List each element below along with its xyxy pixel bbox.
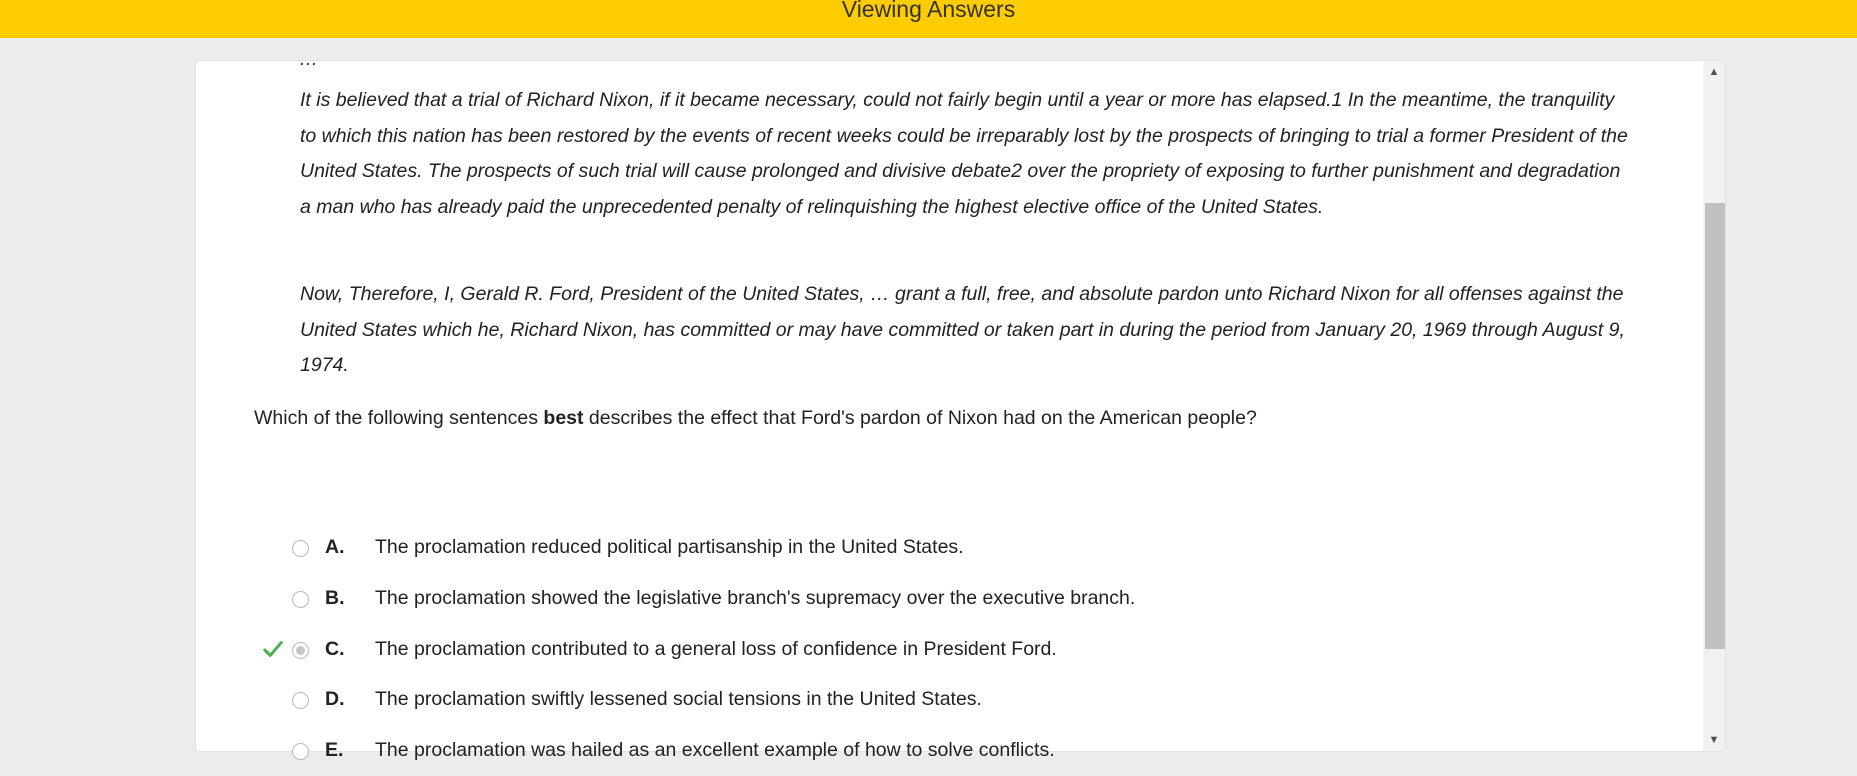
question-card [195,49,1726,761]
correct-check-icon [262,638,284,660]
question-content [196,49,1704,761]
answer-choice-c[interactable] [196,635,1596,675]
scrollbar-thumb[interactable] [1705,203,1725,649]
answer-choice-e[interactable] [196,736,1596,776]
choice-text: The proclamation contributed to a general loss of confidence in President Ford. [375,638,1057,660]
passage-paragraph: It is believed that a trial of Richard Nixon, if it became necessary, could not fairly begin until a year or more has elapsed.1 In the meantime, the tranquility to which this nation has been restored by the events of recent weeks could be irreparably lost by the prospects of bringing to trial a former President of the United States. The prospects of such trial will cause prolonged and divisive debate2 over the propriety of exposing to further punishment and degradation a man who has already paid the unprecedented penalty of relinquishing the highest elective office of the United States. [300,89,1628,218]
choice-letter: C. [325,638,345,660]
answer-choice-d[interactable] [196,685,1596,725]
choice-text: The proclamation showed the legislative branch's supremacy over the executive branch. [375,587,1136,609]
choice-letter: B. [325,587,345,609]
question-text-end: describes the effect that Ford's pardon of Nixon had on the American people? [583,407,1257,429]
page-title: Viewing Answers [841,0,1016,22]
radio-button[interactable] [292,540,309,557]
choice-letter: A. [325,536,345,558]
header-bar [0,0,1857,38]
question-prompt [254,404,1554,432]
radio-button-selected[interactable] [292,642,309,659]
answer-choice-a[interactable] [196,533,1596,573]
question-emphasis: best [543,407,584,429]
radio-button[interactable] [292,743,309,760]
choice-text: The proclamation was hailed as an excellent example of how to solve conflicts. [375,739,1055,761]
vertical-scrollbar[interactable] [1703,61,1725,751]
choice-text: The proclamation reduced political partisanship in the United States. [375,536,964,558]
question-text-start: Which of the following sentences [254,407,544,429]
scroll-up-arrow-icon[interactable]: ▲ [1708,66,1720,78]
scroll-down-arrow-icon[interactable]: ▼ [1708,734,1720,746]
answer-choice-b[interactable] [196,584,1596,624]
choice-letter: E. [325,739,344,761]
radio-button[interactable] [292,591,309,608]
choice-text: The proclamation swiftly lessened social tensions in the United States. [375,688,982,710]
passage-cutoff-line: … [299,49,318,70]
radio-button[interactable] [292,692,309,709]
passage-paragraph: Now, Therefore, I, Gerald R. Ford, President of the United States, … grant a full, free, and absolute pardon unto Richard Nixon for all offenses against the United States which he, Richard Nixon, has committed or may have committed or taken part in during the period from January 20, 1969 through August 9, 1974. [300,283,1625,376]
choice-letter: D. [325,688,345,710]
